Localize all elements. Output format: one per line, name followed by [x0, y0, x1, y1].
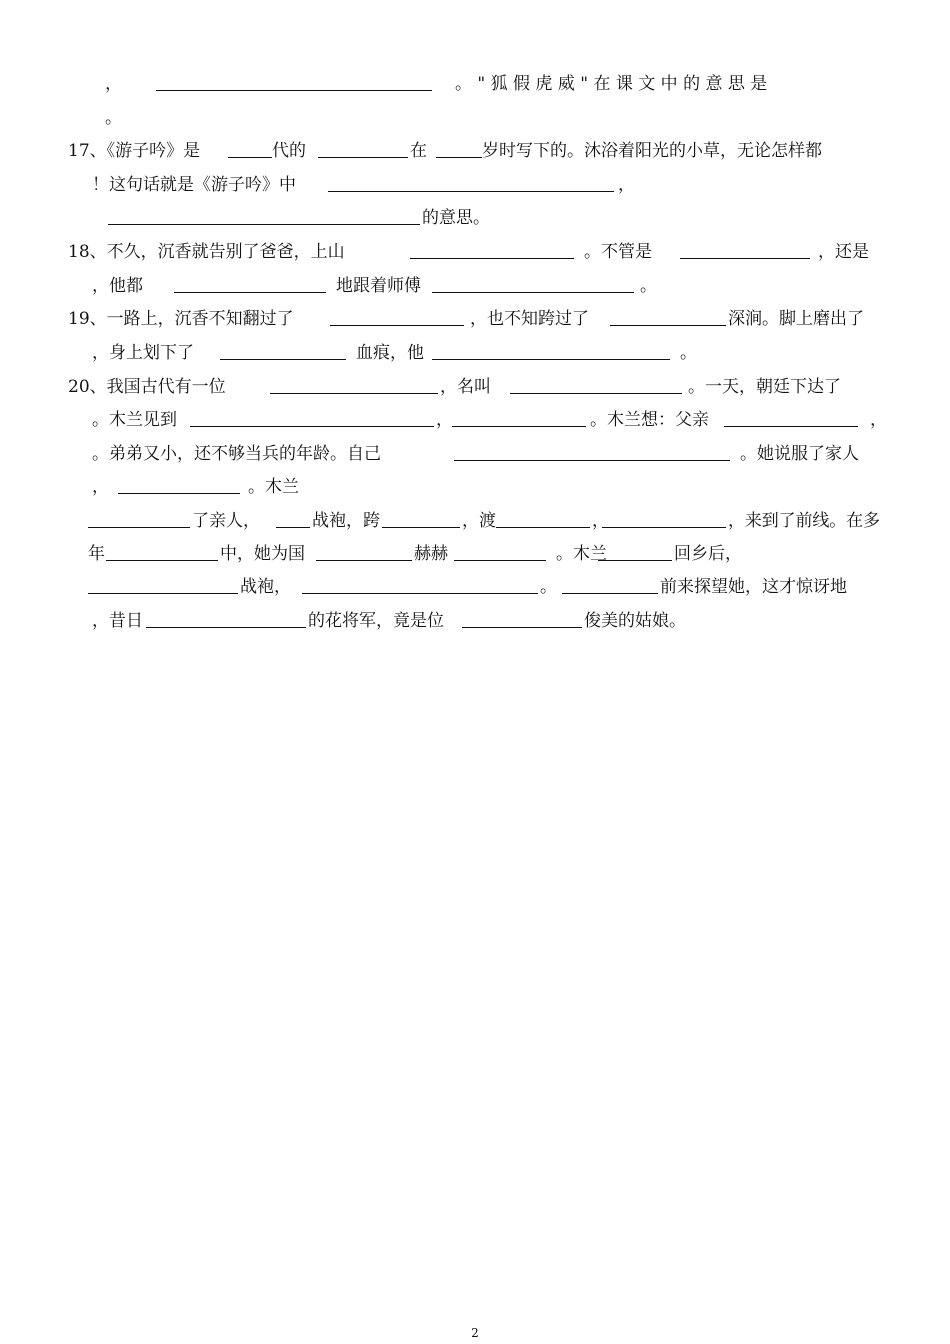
text-segment: 岁时写下的。沐浴着阳光的小草，无论怎样都: [482, 141, 822, 161]
text-segment: 18、不久，沉香就告别了爸爸，上山: [68, 242, 345, 262]
answer-blank[interactable]: [410, 258, 574, 259]
text-segment: 。木兰: [556, 544, 607, 564]
answer-blank[interactable]: [270, 393, 438, 394]
answer-blank[interactable]: [146, 627, 306, 628]
text-segment: ，: [436, 410, 453, 430]
answer-blank[interactable]: [562, 593, 658, 594]
answer-blank[interactable]: [598, 560, 672, 561]
text-segment: 19、一路上，沉香不知翻过了: [68, 309, 294, 329]
text-segment: 20、我国古代有一位: [68, 377, 226, 397]
answer-blank[interactable]: [436, 157, 482, 158]
text-line: [0, 168, 950, 202]
text-segment: ，: [618, 175, 635, 195]
answer-blank[interactable]: [318, 157, 408, 158]
text-segment: 在: [410, 141, 427, 161]
answer-blank[interactable]: [228, 157, 272, 158]
text-segment: 。: [540, 577, 557, 597]
text-segment: ，名叫: [440, 377, 491, 397]
answer-blank[interactable]: [316, 560, 412, 561]
text-segment: ，昔日: [92, 611, 143, 631]
answer-blank[interactable]: [174, 292, 326, 293]
answer-blank[interactable]: [610, 325, 726, 326]
text-segment: 。她说服了家人: [740, 444, 859, 464]
text-segment: ，他都: [92, 276, 143, 296]
text-segment: 。木兰见到: [92, 410, 177, 430]
text-segment: 地跟着师傅: [336, 276, 421, 296]
text-segment: ，: [592, 511, 609, 531]
text-line: [0, 504, 950, 538]
text-line: [0, 302, 950, 336]
answer-blank[interactable]: [724, 426, 858, 427]
text-segment: 。: [640, 276, 657, 296]
answer-blank[interactable]: [302, 593, 538, 594]
text-segment: 。弟弟又小，还不够当兵的年龄。自己: [92, 444, 381, 464]
text-segment: 。: [680, 343, 697, 363]
text-segment: 。 " 狐 假 虎 威 " 在 课 文 中 的 意 思 是: [455, 74, 768, 94]
text-segment: ！这句话就是《游子吟》中: [92, 175, 296, 195]
answer-blank[interactable]: [88, 593, 238, 594]
text-segment: 血痕，他: [356, 343, 424, 363]
text-segment: 。木兰想：父亲: [590, 410, 709, 430]
text-segment: 的花将军，竟是位: [308, 611, 444, 631]
text-segment: ，: [105, 74, 122, 94]
text-segment: 。木兰: [248, 477, 299, 497]
answer-blank[interactable]: [108, 224, 420, 225]
text-line: [0, 101, 950, 135]
answer-blank[interactable]: [432, 359, 670, 360]
text-line: [0, 403, 950, 437]
answer-blank[interactable]: [330, 325, 464, 326]
text-line: [0, 370, 950, 404]
answer-blank[interactable]: [190, 426, 434, 427]
answer-blank[interactable]: [156, 90, 432, 91]
answer-blank[interactable]: [276, 527, 310, 528]
text-segment: 。一天，朝廷下达了: [688, 377, 841, 397]
answer-blank[interactable]: [118, 493, 240, 494]
text-segment: 深涧。脚上磨出了: [728, 309, 864, 329]
answer-blank[interactable]: [220, 359, 346, 360]
answer-blank[interactable]: [106, 560, 218, 561]
text-line: [0, 537, 950, 571]
answer-blank[interactable]: [454, 560, 546, 561]
answer-blank[interactable]: [454, 460, 730, 461]
text-line: [0, 269, 950, 303]
text-line: [0, 67, 950, 101]
answer-blank[interactable]: [680, 258, 810, 259]
answer-blank[interactable]: [602, 527, 726, 528]
text-segment: 战袍，跨: [312, 511, 380, 531]
text-segment: 年: [88, 544, 105, 564]
text-line: [0, 570, 950, 604]
text-segment: 战袍，: [240, 577, 291, 597]
text-segment: ，: [870, 410, 887, 430]
text-segment: 。: [105, 108, 122, 128]
text-segment: 。不管是: [584, 242, 652, 262]
text-segment: 俊美的姑娘。: [584, 611, 686, 631]
text-segment: 17、《游子吟》是: [68, 141, 201, 161]
text-line: [0, 134, 950, 168]
text-segment: 了亲人，: [192, 511, 260, 531]
text-segment: ，也不知跨过了: [470, 309, 589, 329]
text-segment: 赫赫: [414, 544, 448, 564]
text-segment: ，身上划下了: [92, 343, 194, 363]
text-segment: ，还是: [818, 242, 869, 262]
text-segment: ，来到了前线。在多: [728, 511, 880, 531]
answer-blank[interactable]: [496, 527, 590, 528]
text-line: [0, 437, 950, 471]
text-segment: 前来探望她，这才惊讶地: [660, 577, 847, 597]
answer-blank[interactable]: [328, 191, 614, 192]
answer-blank[interactable]: [88, 527, 190, 528]
answer-blank[interactable]: [452, 426, 586, 427]
text-line: [0, 336, 950, 370]
answer-blank[interactable]: [382, 527, 460, 528]
page-number: 2: [471, 1326, 479, 1340]
text-line: [0, 201, 950, 235]
answer-blank[interactable]: [432, 292, 634, 293]
text-line: [0, 470, 950, 504]
text-line: [0, 235, 950, 269]
text-segment: ，渡: [462, 511, 496, 531]
text-segment: 中，她为国: [220, 544, 305, 564]
text-segment: ，: [92, 477, 109, 497]
answer-blank[interactable]: [510, 393, 682, 394]
text-line: [0, 604, 950, 638]
answer-blank[interactable]: [462, 627, 582, 628]
text-segment: 代的: [272, 141, 306, 161]
text-segment: 回乡后，: [674, 544, 742, 564]
text-segment: 的意思。: [422, 208, 490, 228]
